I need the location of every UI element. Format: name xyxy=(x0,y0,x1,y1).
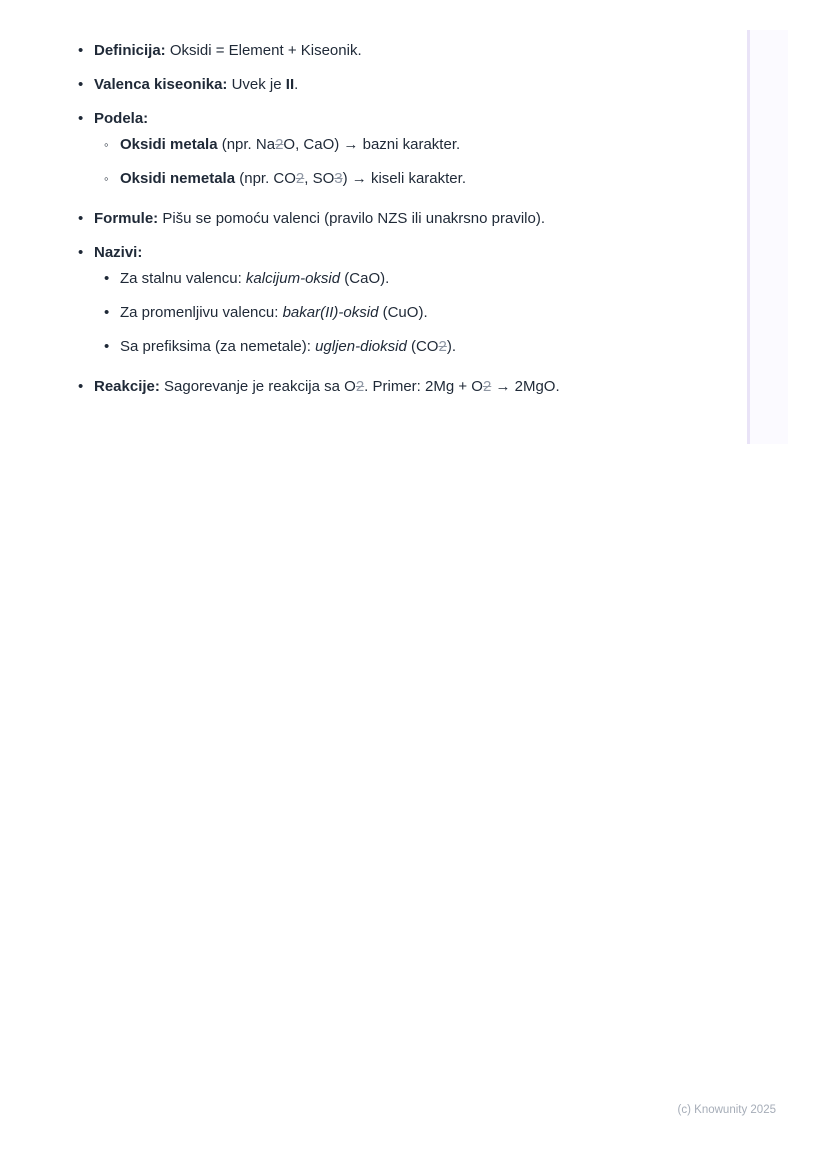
text-run: 2 xyxy=(275,136,284,153)
list-item-text xyxy=(120,336,770,358)
notes-list xyxy=(70,40,770,398)
text-run: . xyxy=(294,76,299,93)
text-run: Valenca kiseonika: xyxy=(94,76,228,93)
list-item-text xyxy=(94,242,770,264)
text-run: bakar(II)-oksid xyxy=(282,304,379,321)
text-run: (npr. Na xyxy=(217,136,276,153)
list-item xyxy=(70,108,770,130)
bullet-icon: • xyxy=(104,304,110,321)
bullet-icon: • xyxy=(78,110,84,127)
text-run: Za promenljivu valencu: xyxy=(120,304,283,321)
text-run: 2 xyxy=(482,378,492,395)
list-item-text xyxy=(120,168,770,190)
list-item xyxy=(70,40,770,62)
footer-credit: (c) Knowunity 2025 xyxy=(677,1104,776,1116)
bullet-icon: • xyxy=(78,244,84,261)
text-run: 2 xyxy=(438,338,447,355)
text-run: 2 xyxy=(295,170,305,187)
bullet-icon: • xyxy=(78,42,84,59)
circle-bullet-icon: ◦ xyxy=(104,171,109,186)
text-run: Nazivi: xyxy=(94,244,143,261)
circle-bullet-icon: ◦ xyxy=(104,137,109,152)
text-run: Uvek je xyxy=(227,76,286,93)
text-run: Sa prefiksima (za nemetale): xyxy=(120,338,316,355)
text-run: O, CaO) → bazni karakter. xyxy=(283,136,461,153)
list-item-text xyxy=(120,302,770,324)
text-run: II xyxy=(285,76,295,93)
text-run: kalcijum-oksid xyxy=(245,270,341,287)
list-item-text xyxy=(94,74,770,96)
bullet-icon: • xyxy=(104,338,110,355)
text-run: Pišu se pomoću valenci (pravilo NZS ili unakrsno pravilo). xyxy=(158,210,545,227)
vertical-accent-strip xyxy=(747,30,788,444)
bullet-icon: • xyxy=(78,76,84,93)
list-item xyxy=(70,376,770,398)
list-item xyxy=(70,242,770,264)
text-run: Reakcije: xyxy=(94,378,160,395)
text-run: ) → kiseli karakter. xyxy=(342,170,466,187)
list-item xyxy=(70,336,770,358)
text-run: (npr. CO xyxy=(235,170,296,187)
text-run: → 2MgO. xyxy=(491,378,560,395)
text-run: ). xyxy=(446,338,456,355)
text-run: . Primer: 2Mg + O xyxy=(364,378,483,395)
list-item-text xyxy=(120,134,770,156)
text-run: (CaO). xyxy=(340,270,390,287)
text-run: Za stalnu valencu: xyxy=(120,270,246,287)
list-item xyxy=(70,74,770,96)
text-run: 3 xyxy=(334,170,343,187)
text-run: Formule: xyxy=(94,210,159,227)
text-run: Podela: xyxy=(94,110,149,127)
text-run: Sagorevanje je reakcija sa O xyxy=(159,378,356,395)
bullet-icon: • xyxy=(104,270,110,287)
bullet-icon: • xyxy=(78,210,84,227)
text-run: (CuO). xyxy=(378,304,428,321)
list-item-text xyxy=(120,268,770,290)
list-item-text xyxy=(94,376,770,398)
list-item xyxy=(70,302,770,324)
list-item-text xyxy=(94,208,770,230)
list-item-text xyxy=(94,40,770,62)
text-run: Oksidi = Element + Kiseonik. xyxy=(165,42,362,59)
list-item xyxy=(70,168,770,190)
list-item-text xyxy=(94,108,770,130)
text-run: Oksidi metala xyxy=(120,136,218,153)
list-item xyxy=(70,208,770,230)
text-run: (CO xyxy=(406,338,439,355)
text-run: , SO xyxy=(304,170,335,187)
text-run: Oksidi nemetala xyxy=(120,170,236,187)
bullet-icon: • xyxy=(78,378,84,395)
text-run: ugljen-dioksid xyxy=(315,338,407,355)
text-run: 2 xyxy=(355,378,365,395)
text-run: Definicija: xyxy=(94,42,166,59)
list-item xyxy=(70,134,770,156)
list-item xyxy=(70,268,770,290)
